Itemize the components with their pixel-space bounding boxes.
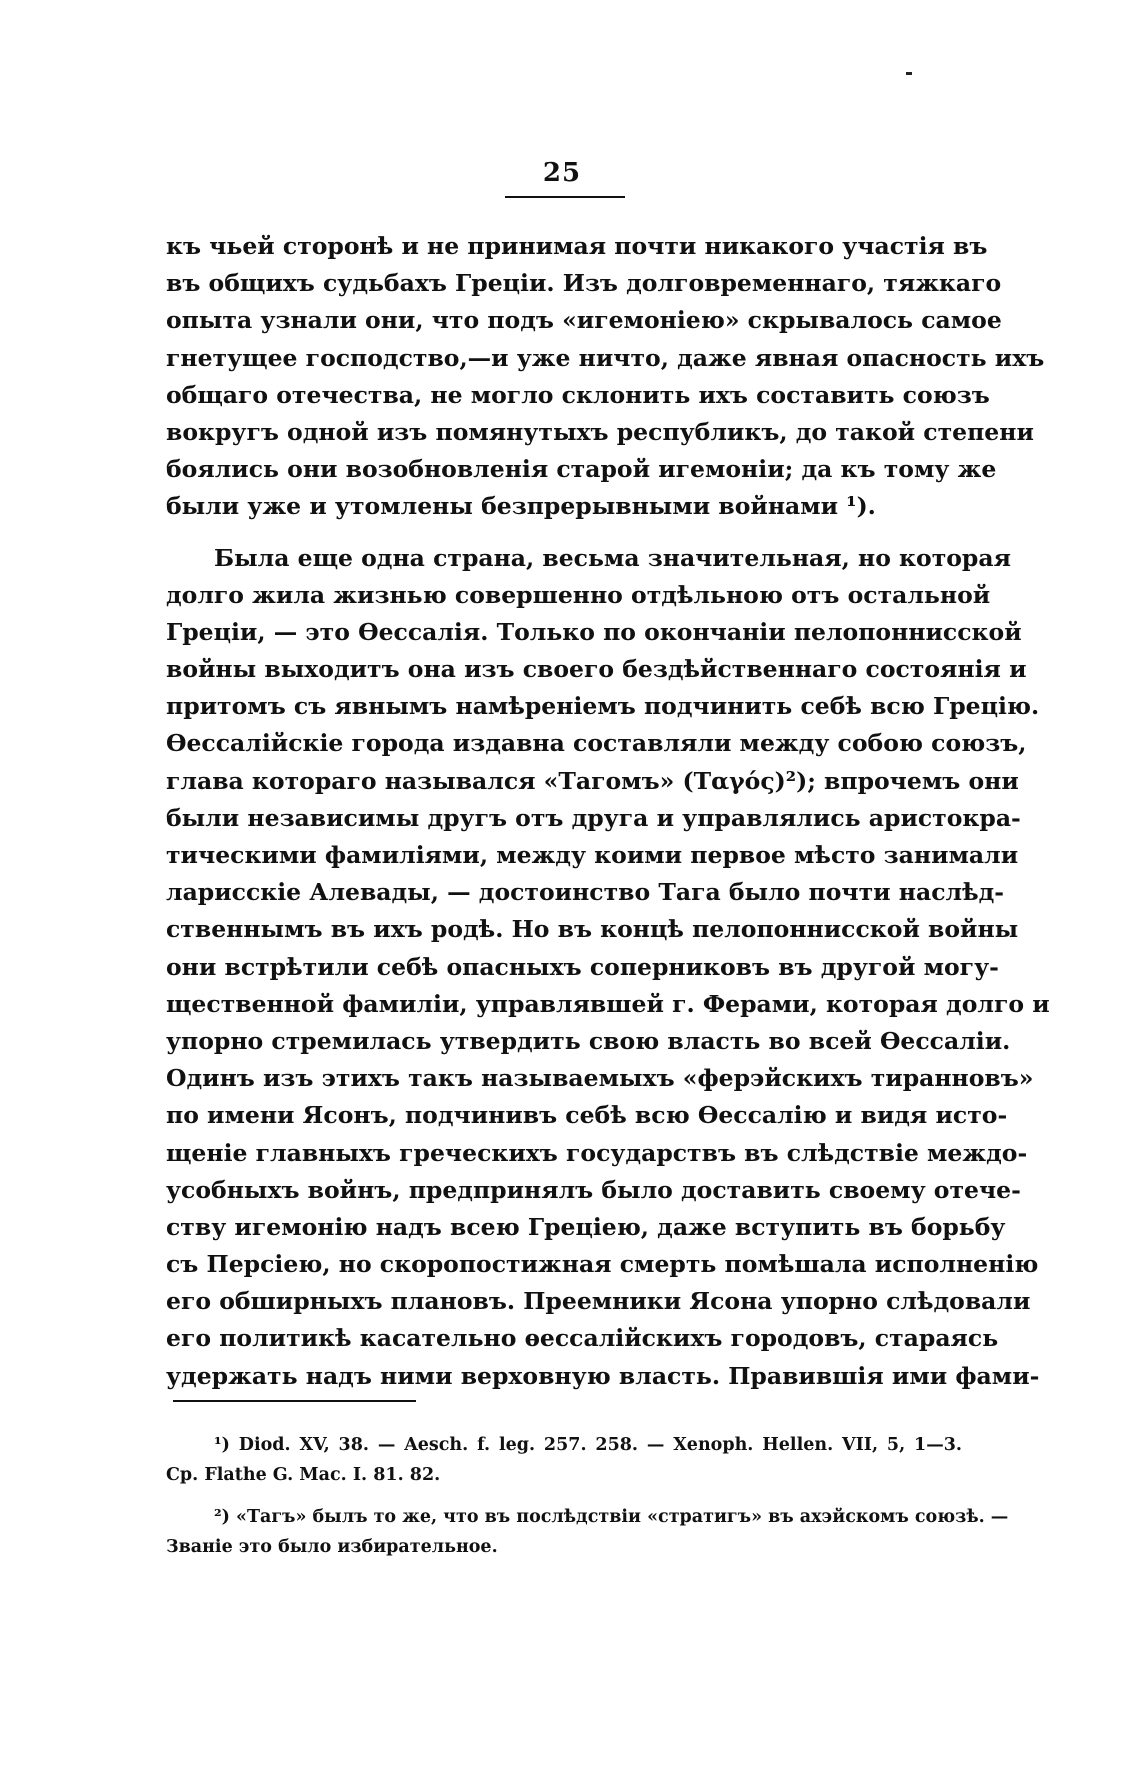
text-line: Была еще одна страна, весьма значительная, но которая bbox=[214, 543, 1011, 572]
footnote-line: Cp. Flathe G. Mac. I. 81. 82. bbox=[166, 1465, 441, 1485]
text-line: щественной фамиліи, управлявшей г. Ферами, которая долго и bbox=[166, 989, 1050, 1018]
text-line: были уже и утомлены безпрерывными войнами ¹). bbox=[166, 492, 876, 521]
text-line: вокругъ одной изъ помянутыхъ республикъ, до такой степени bbox=[166, 417, 1034, 446]
text-line: общаго отечества, не могло склонить ихъ составить союзъ bbox=[166, 380, 990, 409]
footnotes bbox=[166, 1430, 1009, 1562]
text-line: его политикѣ касательно ѳессалійскихъ городовъ, стараясь bbox=[166, 1324, 999, 1353]
text-line: боялись они возобновленія старой игемоніи; да къ тому же bbox=[166, 455, 997, 484]
text-line: ларисскіе Алевады, — достоинство Тага было почти наслѣд- bbox=[166, 878, 1005, 907]
text-line: по имени Ясонъ, подчинивъ себѣ всю Ѳессалію и видя исто- bbox=[166, 1101, 1008, 1130]
text-line: въ общихъ судьбахъ Греціи. Изъ долговременнаго, тяжкаго bbox=[166, 269, 1002, 298]
text-line: упорно стремилась утвердить свою власть во всей Ѳессаліи. bbox=[166, 1026, 1011, 1055]
text-line: Греціи, — это Ѳессалія. Только по окончаніи пелопоннисской bbox=[166, 617, 1022, 646]
text-line: они встрѣтили себѣ опасныхъ соперниковъ въ другой могу- bbox=[166, 952, 999, 981]
paragraph-gap bbox=[166, 526, 962, 540]
page-number-rule bbox=[505, 196, 625, 198]
footnote-line: ²) «Тагъ» былъ то же, что въ послѣдствіи «стратигъ» въ ахэйскомъ союзѣ. — bbox=[214, 1507, 1009, 1527]
footnote-1 bbox=[166, 1430, 962, 1490]
main-text bbox=[166, 228, 1050, 1395]
paragraph-2 bbox=[166, 540, 1050, 1395]
text-line: притомъ съ явнымъ намѣреніемъ подчинить себѣ всю Грецію. bbox=[166, 692, 1040, 721]
text-line: удержать надъ ними верховную власть. Правившія ими фами- bbox=[166, 1361, 1040, 1390]
text-line: ственнымъ въ ихъ родѣ. Но въ концѣ пелопоннисской войны bbox=[166, 915, 1019, 944]
footnote-line: ¹) Diod. XV, 38. — Aesch. f. leg. 257. 258. — Xenoph. Hellen. VII, 5, 1—3. bbox=[214, 1435, 962, 1455]
text-line: глава котораго назывался «Тагомъ» (Ταγός)²); впрочемъ они bbox=[166, 766, 1019, 795]
footnote-gap bbox=[166, 1490, 962, 1502]
paragraph-1 bbox=[166, 228, 1045, 526]
text-line: гнетущее господство,—и уже ничто, даже явная опасность ихъ bbox=[166, 343, 1045, 372]
text-line: его обширныхъ плановъ. Преемники Ясона упорно слѣдовали bbox=[166, 1287, 1031, 1316]
text-line: Ѳессалійскіе города издавна составляли между собою союзъ, bbox=[166, 729, 1027, 758]
text-line: тическими фамиліями, между коими первое мѣсто занимали bbox=[166, 841, 1019, 869]
text-line: долго жила жизнью совершенно отдѣльною отъ остальной bbox=[166, 580, 991, 609]
text-line: опыта узнали они, что подъ «игемоніею» скрывалось самое bbox=[166, 306, 1002, 335]
text-line: войны выходитъ она изъ своего бездѣйственнаго состоянія и bbox=[166, 655, 1027, 684]
text-line: усобныхъ войнъ, предпринялъ было доставить своему отече- bbox=[166, 1175, 1021, 1204]
footnote-line: Званіе это было избирательное. bbox=[166, 1537, 498, 1557]
footnote-separator bbox=[173, 1400, 416, 1402]
text-line: ству игемонію надъ всею Греціею, даже вступить въ борьбу bbox=[166, 1212, 1006, 1241]
page-number: 25 bbox=[542, 158, 582, 188]
footnote-2 bbox=[166, 1502, 1009, 1562]
paper-speck bbox=[906, 72, 912, 75]
text-line: къ чьей сторонѣ и не принимая почти никакого участія въ bbox=[166, 232, 988, 260]
text-line: были независимы другъ отъ друга и управлялись аристокра- bbox=[166, 803, 1021, 832]
text-line: Одинъ изъ этихъ такъ называемыхъ «ферэйскихъ тиранновъ» bbox=[166, 1064, 1034, 1093]
text-line: щеніе главныхъ греческихъ государствъ въ слѣдствіе междо- bbox=[166, 1138, 1028, 1167]
text-line: съ Персіею, но скоропостижная смерть помѣшала исполненію bbox=[166, 1250, 1039, 1279]
